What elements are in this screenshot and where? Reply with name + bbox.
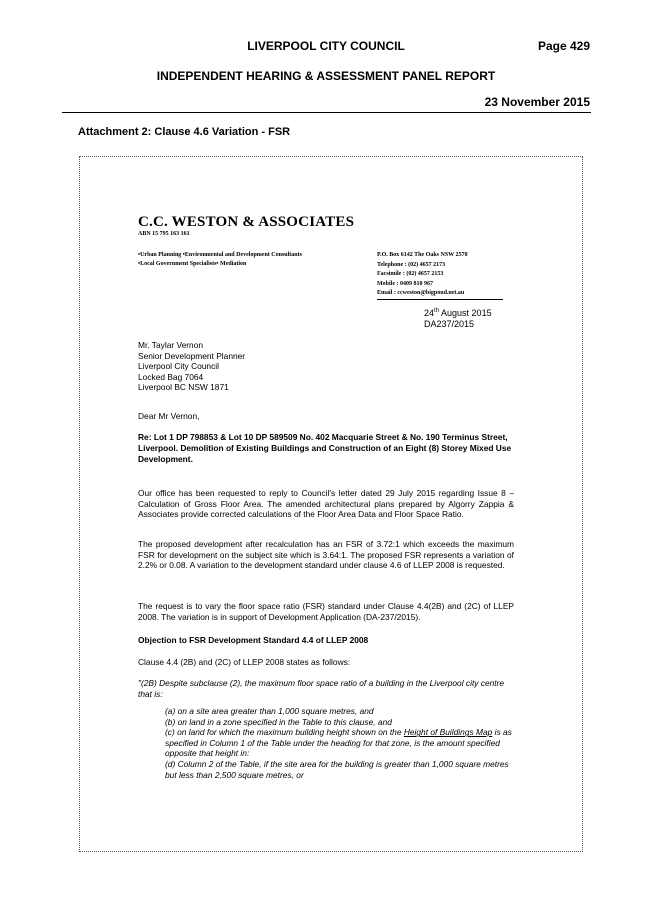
paragraph-3: The request is to vary the floor space ratio (FSR) standard under Clause 4.4(2B) and (2C) of LLEP 2008. The variation is in support of Development Application (DA-237/2015). xyxy=(138,601,514,622)
letter-date-day: 24 xyxy=(424,308,435,318)
height-of-buildings-map-link: Height of Buildings Map xyxy=(403,727,493,738)
paragraph-2: The proposed development after recalculation has an FSR of 3.72:1 which exceeds the maximum FSR for development on the subject site which is 3.64:1. The proposed FSR represents a variation of 2.2% or 0.08. A variation to the development standard under clause 4.6 of LLEP 2008 is requested. xyxy=(138,539,514,571)
letter-date-rest: August 2015 xyxy=(439,308,492,318)
clause-a: (a) on a site area greater than 1,000 square metres, and xyxy=(165,706,374,716)
contact-line: P.O. Box 6142 The Oaks NSW 2570 xyxy=(377,252,468,258)
recipient-address xyxy=(138,340,245,393)
report-header-title: LIVERPOOL CITY COUNCIL xyxy=(247,39,405,53)
report-date: 23 November 2015 xyxy=(484,95,590,109)
company-name: C.C. WESTON & ASSOCIATES xyxy=(138,214,355,230)
address-line: Mr. Taylar Vernon xyxy=(138,340,204,350)
attachment-title: Attachment 2: Clause 4.6 Variation - FSR xyxy=(78,126,291,138)
clause-b: (b) on land in a zone specified in the Table to this clause, and xyxy=(165,716,392,727)
header-rule xyxy=(62,112,591,113)
company-contact xyxy=(377,251,468,299)
clause-c-post: is as specified in Column 1 of the Table under the heading for that zone, is the amount specified opposite that height in: xyxy=(165,727,512,759)
objection-heading: Objection to FSR Development Standard 4.4 of LLEP 2008 xyxy=(138,635,369,645)
paragraph-4: Clause 4.4 (2B) and (2C) of LLEP 2008 states as follows: xyxy=(138,657,351,667)
address-line: Liverpool BC NSW 1871 xyxy=(138,382,229,393)
clause-c-pre: (c) on land for which the maximum building height shown on the xyxy=(165,727,404,738)
clause-d: (d) Column 2 of the Table, if the site area for the building is greater than 1,000 square metres but less than 2,500 square metres, or xyxy=(165,758,509,780)
page-number: Page 429 xyxy=(537,39,590,53)
service-line: •Local Government Specialists• Mediation xyxy=(138,260,247,267)
contact-rule xyxy=(377,299,503,300)
address-line: Liverpool City Council xyxy=(138,361,219,372)
contact-line: Telephone : (02) 4657 2173 xyxy=(377,261,446,268)
contact-line: Email : ccweston@bigpond.net.au xyxy=(377,290,465,296)
service-line: •Urban Planning •Environmental and Development Consultants xyxy=(138,252,302,258)
letter-reference: DA237/2015 xyxy=(424,319,475,329)
address-line: Locked Bag 7064 xyxy=(138,371,204,382)
clause-c xyxy=(165,727,515,759)
paragraph-1: Our office has been requested to reply to Council's letter dated 29 July 2015 regarding Issue 8 – Calculation of Gross Floor Area. The amended architectural plans prepared by Algorry Zappia & Associates provide corrected calculations of the Floor Area Data and Floor Space Ratio. xyxy=(138,488,514,520)
contact-line: Mobile : 0409 810 967 xyxy=(377,280,433,287)
company-abn: ABN 15 795 163 161 xyxy=(138,231,190,237)
contact-line: Facsimile : (02) 4657 2153 xyxy=(377,271,444,277)
address-line: Senior Development Planner xyxy=(138,350,246,361)
clause-quote: "(2B) Despite subclause (2), the maximum floor space ratio of a building in the Liverpool city centre that is: xyxy=(138,678,505,699)
report-subtitle: INDEPENDENT HEARING & ASSESSMENT PANEL REPORT xyxy=(156,69,496,83)
clause-list xyxy=(165,706,515,780)
letter-date-block xyxy=(424,306,492,330)
company-services xyxy=(138,251,302,268)
letter-date-suffix: th xyxy=(434,308,440,314)
subject-line: Re: Lot 1 DP 798853 & Lot 10 DP 589509 No. 402 Macquarie Street & No. 190 Terminus Street, Liverpool. Demolition of Existing Buildings and Construction of an Eight (8) Storey Mixed Use Development. xyxy=(138,432,512,464)
letter-date xyxy=(424,306,492,319)
salutation: Dear Mr Vernon, xyxy=(138,411,200,421)
